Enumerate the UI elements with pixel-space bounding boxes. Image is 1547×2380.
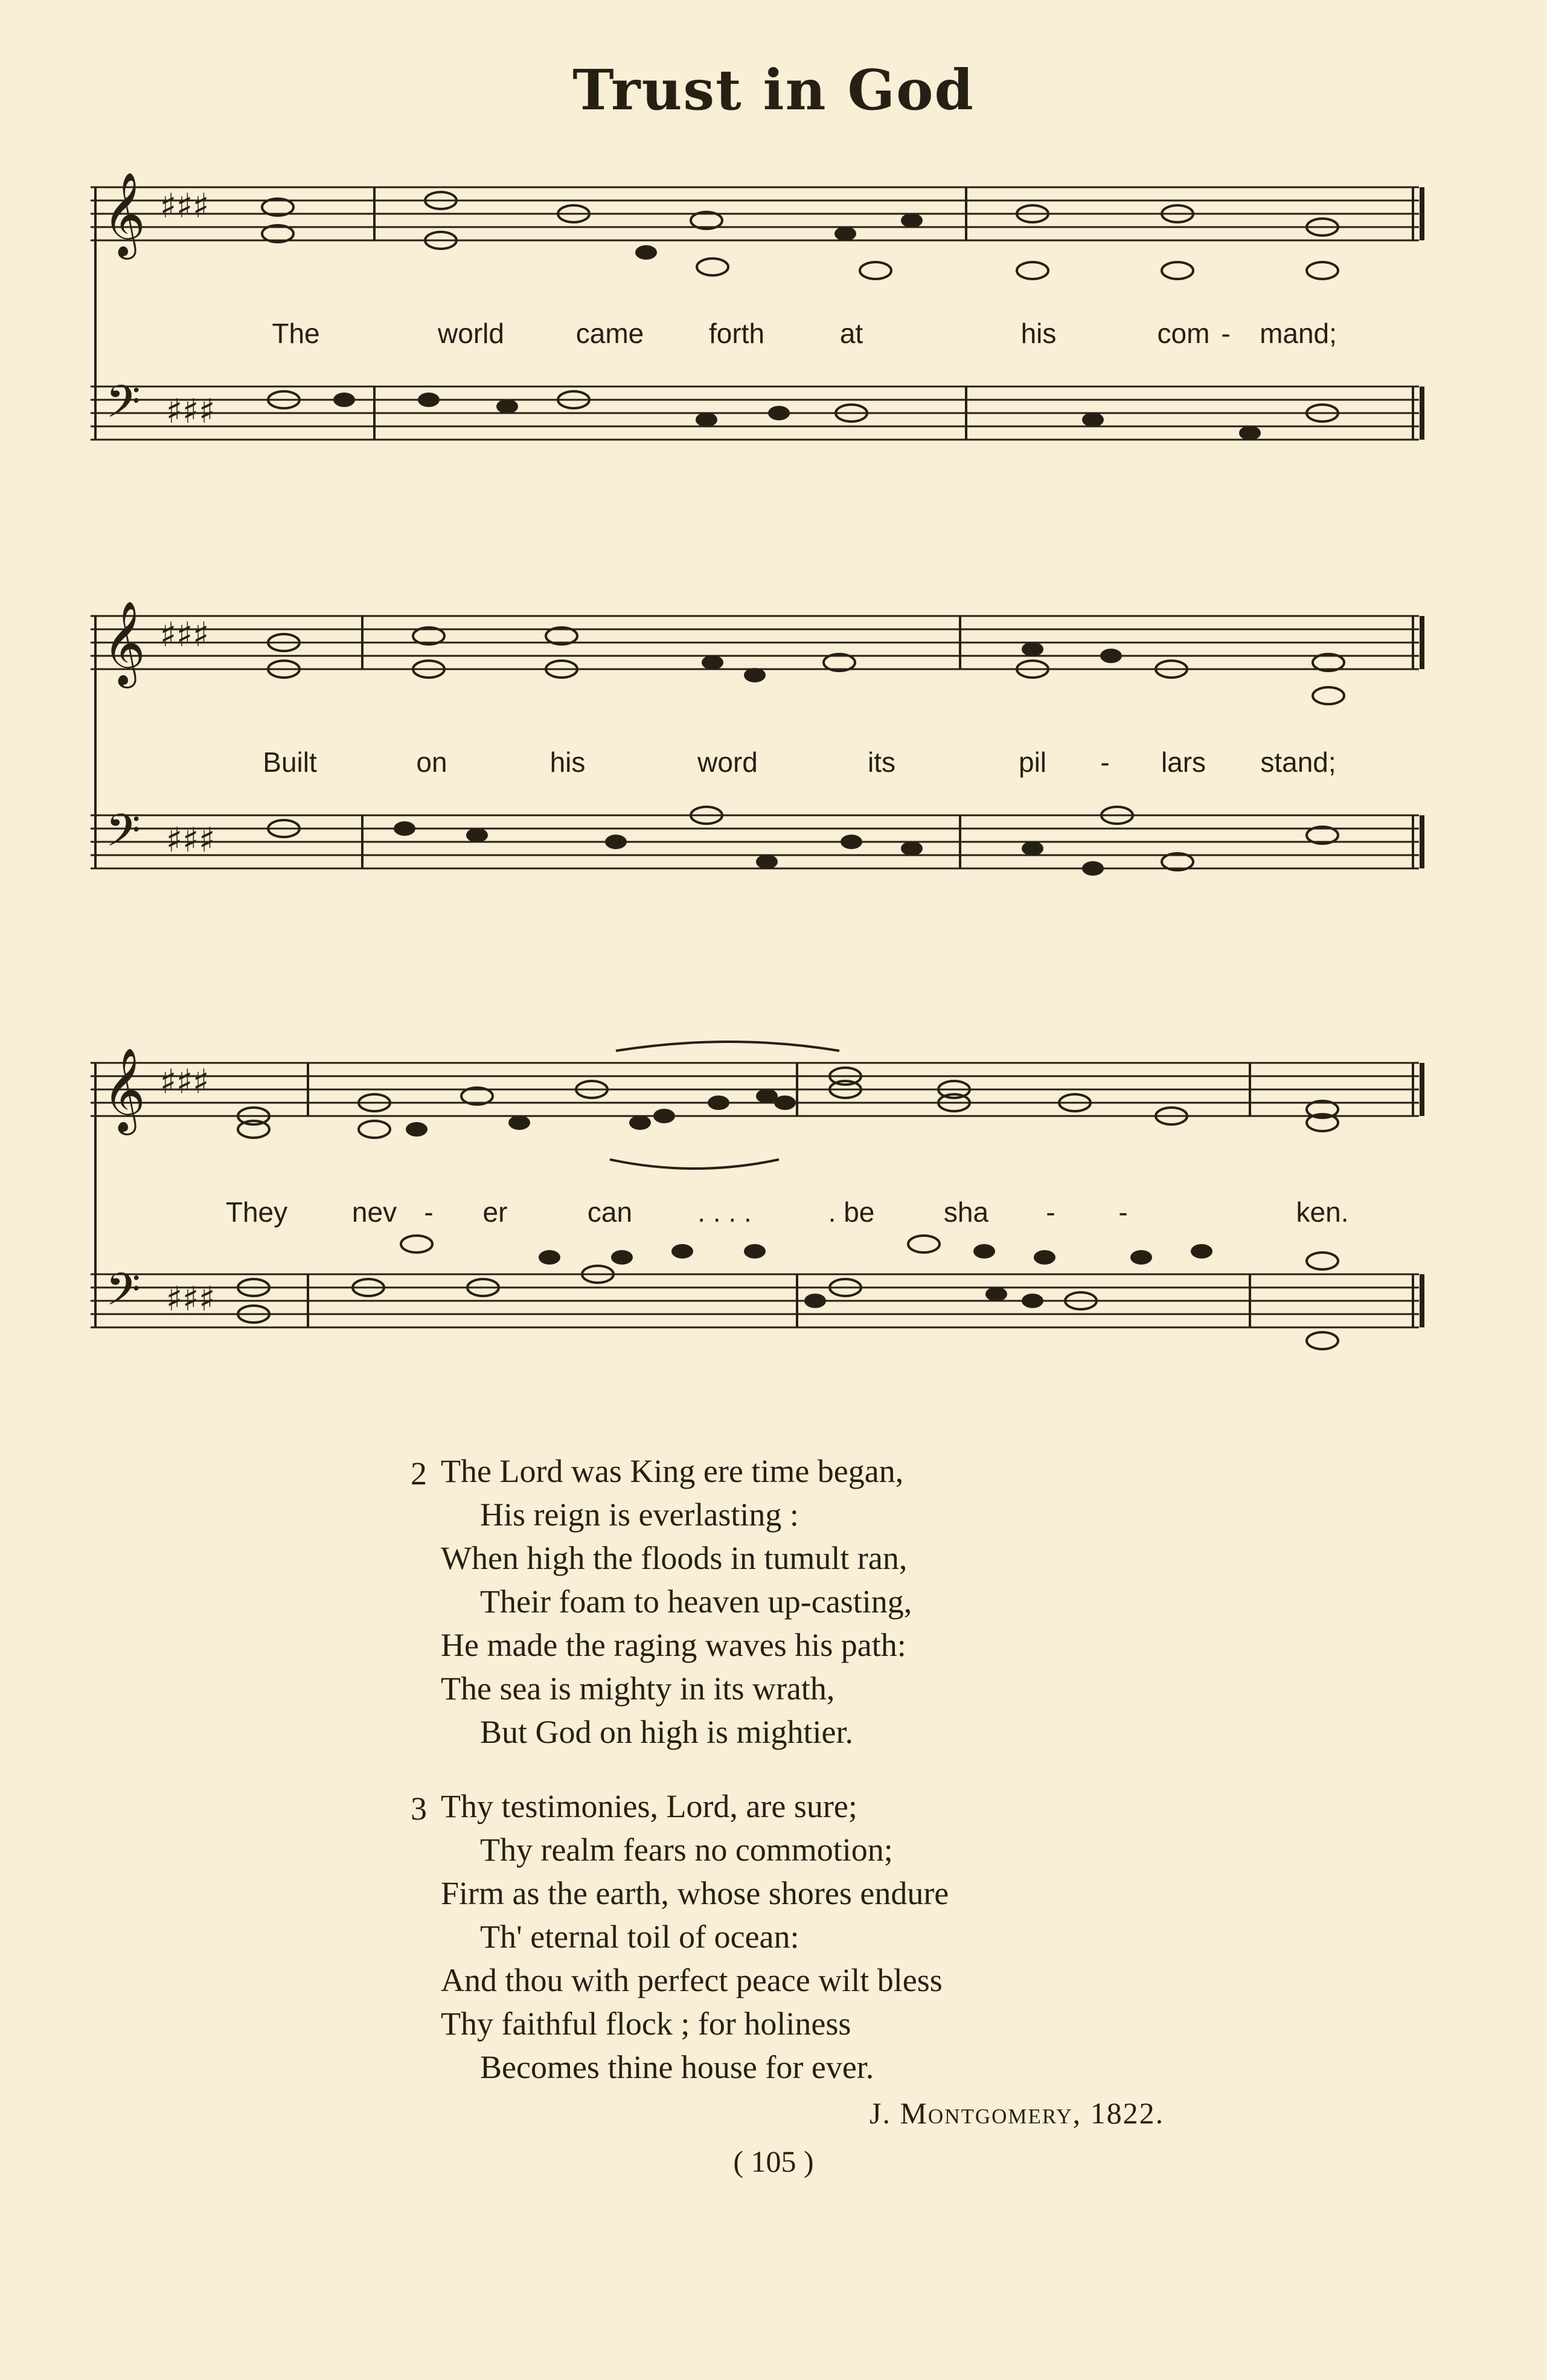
lyric-syllable: er [482,1196,508,1228]
key-signature-bass: ♯♯♯ [166,821,216,860]
treble-clef: 𝄞 [103,172,146,256]
bass-clef: 𝄢 [106,804,141,868]
verse-line: He made the raging waves his path: [441,1627,906,1663]
staff-notation [91,1039,1431,1413]
verse-line: Becomes thine house for ever. [480,2049,874,2085]
bass-staff [91,387,1419,440]
bass-clef: 𝄢 [106,376,141,439]
verse-line: But God on high is mightier. [480,1714,854,1750]
page-number: ( 105 ) [733,2144,814,2178]
music-system-1 [91,163,1431,537]
lyric-syllable: its [868,746,895,778]
lyric-syllable: - [1100,746,1110,778]
treble-clef: 𝄞 [103,601,146,685]
slur [610,1160,779,1169]
lyric-syllable: his [549,746,586,778]
lyric-syllable: forth [708,318,765,349]
lyric-syllable: - [1118,1196,1128,1228]
lyric-syllable: his [1020,318,1057,349]
treble-staff [91,1063,1419,1116]
barlines [95,616,1422,868]
key-signature: ♯♯♯ [160,1062,210,1102]
lyric-syllable: word [697,746,758,778]
verse-line: Thy faithful flock ; for holiness [441,2006,851,2042]
music-system-3 [91,1039,1431,1413]
bass-staff [91,1274,1419,1327]
verse-number: 3 [411,1791,427,1827]
lyric-syllable: mand; [1260,318,1337,349]
lyric-syllable: - [424,1196,434,1228]
music-system-2 [91,592,1431,966]
lyric-syllable: lars [1161,746,1206,778]
lyric-syllable: They [225,1196,288,1228]
lyric-syllable: at [839,318,863,349]
key-signature: ♯♯♯ [160,615,210,655]
key-signature: ♯♯♯ [160,187,210,226]
notes [238,1068,1338,1349]
verse-line: Thy testimonies, Lord, are sure; [441,1788,857,1824]
verse-line: Firm as the earth, whose shores endure [441,1875,949,1911]
filled-notes [406,1089,1212,1308]
bass-clef: 𝄢 [106,1263,141,1327]
verse-line: The Lord was King ere time began, [441,1453,904,1489]
lyric-syllable: . be [828,1196,875,1228]
key-signature-bass: ♯♯♯ [166,392,216,431]
lyric-syllable: world [438,318,504,349]
lyric-syllable: came [575,318,644,349]
verse-line: Thy realm fears no commotion; [480,1832,893,1868]
slur [616,1042,839,1051]
barlines [95,187,1422,440]
lyric-syllable: on [416,746,447,778]
lyric-syllable: sha [943,1196,989,1228]
lyric-syllable: - [1046,1196,1055,1228]
lyric-syllable: com [1157,318,1210,349]
lyric-syllable: nev [351,1196,397,1228]
hymn-title: Trust in God [572,57,975,123]
lyric-syllable: can [587,1196,633,1228]
treble-clef: 𝄞 [103,1048,146,1132]
lyric-syllable: pil [1018,746,1047,778]
bass-staff [91,815,1419,868]
lyric-syllable: ken. [1296,1196,1349,1228]
verse-line: When high the floods in tumult ran, [441,1540,908,1576]
verse-number: 2 [411,1455,427,1492]
verse-line: Their foam to heaven up-casting, [480,1583,912,1620]
verse-line: Th' eternal toil of ocean: [480,1919,799,1955]
lyric-syllable: The [272,318,320,349]
verse-line: The sea is mighty in its wrath, [441,1670,835,1707]
lyric-syllable: - [1221,318,1231,349]
lyric-syllable: Built [263,746,317,778]
author-attribution: J. Montgomery, 1822. [870,2096,1165,2130]
lyric-syllable: stand; [1260,746,1336,778]
key-signature-bass: ♯♯♯ [166,1280,216,1319]
verse-line: And thou with perfect peace wilt bless [441,1962,943,1998]
lyric-syllable: . . . . [697,1196,752,1228]
verse-line: His reign is everlasting : [480,1496,799,1533]
